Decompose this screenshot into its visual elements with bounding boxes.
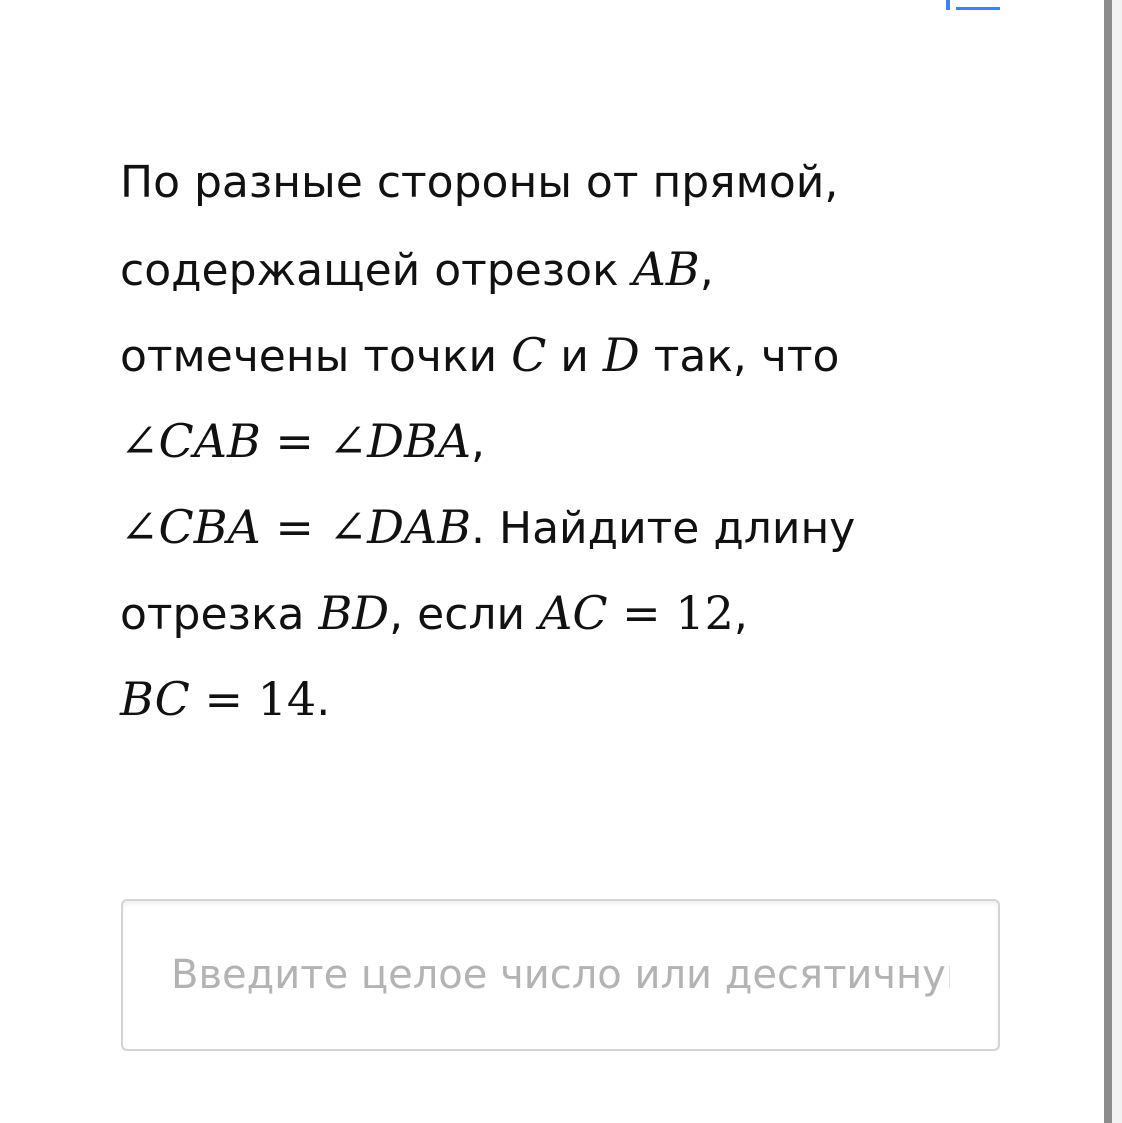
problem-line-2 bbox=[120, 226, 1020, 312]
math-angle-cba: CBA bbox=[158, 500, 261, 554]
answer-field[interactable] bbox=[121, 899, 1000, 1051]
problem-text: , если bbox=[389, 589, 540, 640]
list-icon[interactable] bbox=[946, 0, 1000, 14]
math-segment-ac: AC bbox=[539, 586, 608, 640]
math-angle-dba: DBA bbox=[367, 414, 472, 468]
angle-symbol: ∠ bbox=[328, 414, 368, 468]
problem-line-1 bbox=[120, 140, 1020, 226]
problem-line-5 bbox=[120, 484, 1020, 570]
problem-text: По разные стороны от прямой, bbox=[120, 157, 839, 208]
answer-input[interactable] bbox=[123, 901, 998, 1049]
equals-sign: = bbox=[607, 586, 676, 640]
punctuation: , bbox=[733, 589, 748, 640]
problem-text: содержащей отрезок bbox=[120, 245, 633, 296]
problem-line-6 bbox=[120, 570, 1020, 656]
problem-line-7 bbox=[120, 656, 1020, 742]
math-point-c: C bbox=[511, 328, 547, 382]
problem-text: отрезка bbox=[120, 589, 319, 640]
problem-text: и bbox=[546, 331, 603, 382]
math-angle-dab: DAB bbox=[367, 500, 472, 554]
math-point-d: D bbox=[602, 328, 640, 382]
angle-symbol: ∠ bbox=[328, 500, 368, 554]
angle-symbol: ∠ bbox=[120, 500, 159, 554]
math-segment-ab: AB bbox=[632, 242, 700, 296]
problem-text: так, что bbox=[639, 331, 840, 382]
punctuation: , bbox=[699, 245, 714, 296]
math-segment-bc: BC bbox=[120, 672, 190, 726]
math-angle-cab: CAB bbox=[158, 414, 261, 468]
math-number-14: 14 bbox=[257, 672, 317, 726]
angle-symbol: ∠ bbox=[120, 414, 159, 468]
equals-sign: = bbox=[260, 414, 329, 468]
problem-text: отмечены точки bbox=[120, 331, 512, 382]
punctuation: , bbox=[471, 417, 486, 468]
equals-sign: = bbox=[189, 672, 258, 726]
math-number-12: 12 bbox=[675, 586, 734, 640]
punctuation: . bbox=[316, 675, 331, 726]
problem-text: . Найдите длину bbox=[471, 503, 856, 554]
problem-line-3 bbox=[120, 312, 1020, 398]
scrollbar[interactable] bbox=[1104, 0, 1112, 1123]
problem-line-4 bbox=[120, 398, 1020, 484]
scrollbar-track bbox=[1112, 0, 1122, 1123]
equals-sign: = bbox=[260, 500, 329, 554]
problem-statement bbox=[120, 140, 1020, 742]
math-segment-bd: BD bbox=[318, 586, 390, 640]
